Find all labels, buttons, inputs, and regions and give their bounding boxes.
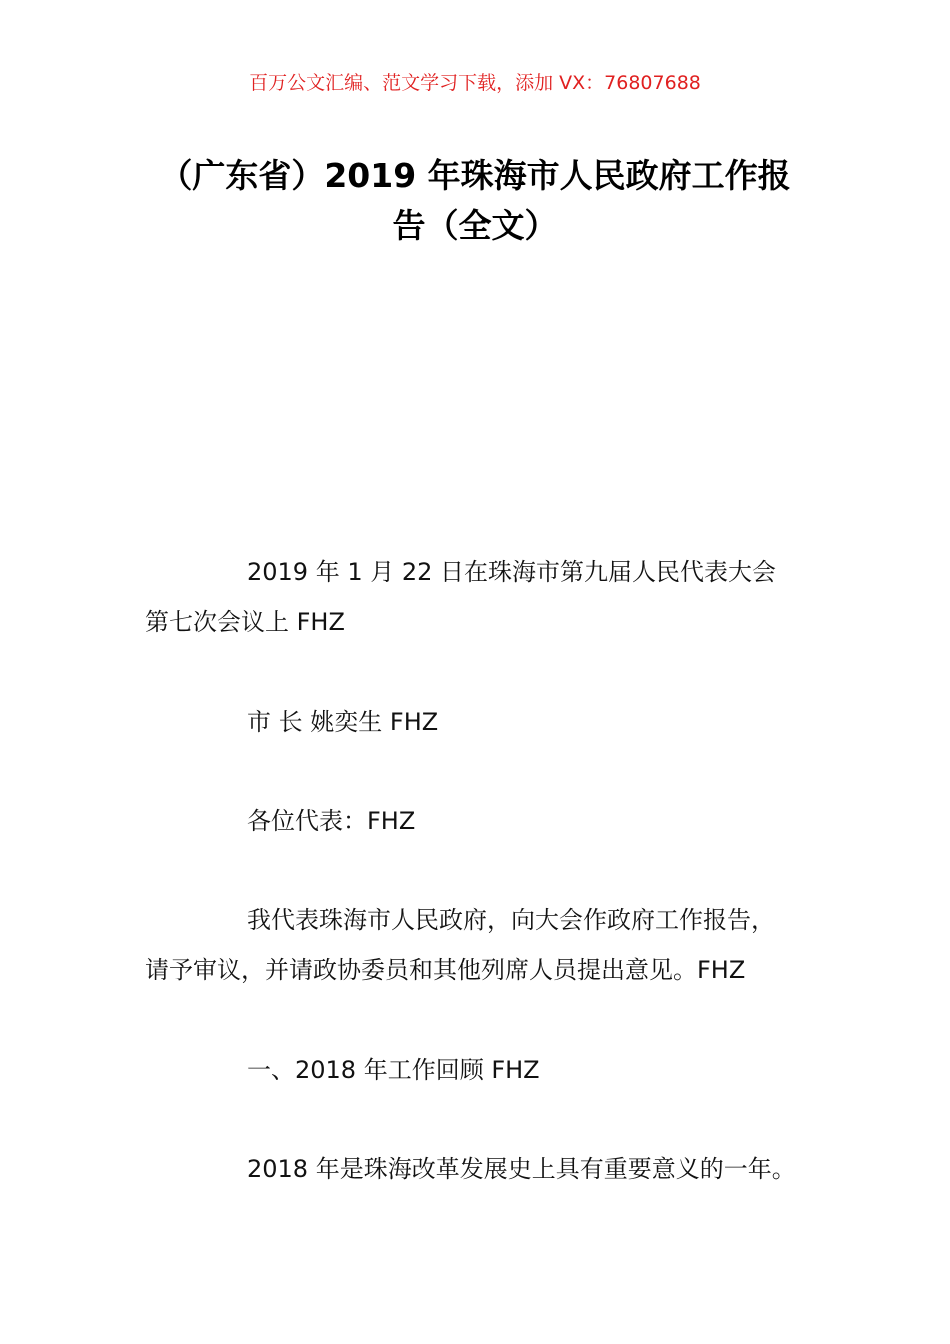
paragraph-date-line-2: 第七次会议上 FHZ	[145, 608, 345, 636]
paragraph-salutation: 各位代表：FHZ	[247, 807, 416, 835]
section-heading-review: 一、2018 年工作回顾 FHZ	[247, 1056, 540, 1084]
watermark-banner: 百万公文汇编、范文学习下载，添加 VX：76807688	[249, 72, 701, 94]
paragraph-mayor: 市 长 姚奕生 FHZ	[247, 708, 439, 736]
paragraph-intro-line-1: 我代表珠海市人民政府，向大会作政府工作报告，	[247, 906, 775, 934]
document-title-line-1: （广东省）2019 年珠海市人民政府工作报	[159, 156, 791, 195]
paragraph-intro-line-2: 请予审议，并请政协委员和其他列席人员提出意见。FHZ	[145, 956, 746, 984]
document-title-line-2: 告（全文）	[392, 206, 558, 245]
paragraph-date-line-1: 2019 年 1 月 22 日在珠海市第九届人民代表大会	[247, 558, 777, 586]
paragraph-2018-summary: 2018 年是珠海改革发展史上具有重要意义的一年。	[247, 1155, 796, 1183]
